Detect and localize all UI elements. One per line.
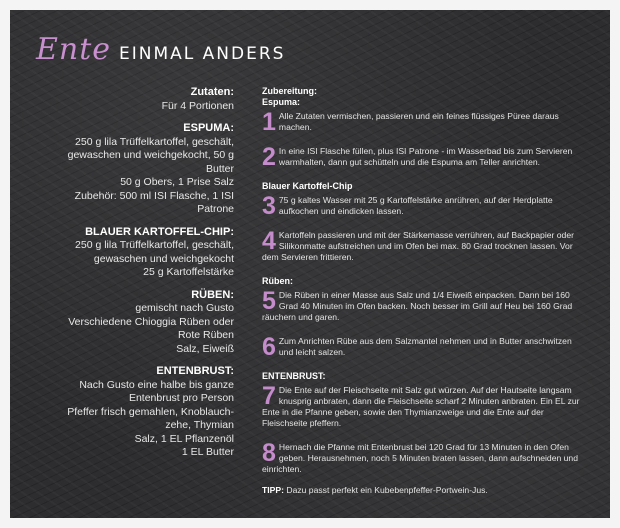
ingredient-line: Pfeffer frisch gemahlen, Knoblauch- [67,405,234,418]
title-caps: EINMAL ANDERS [119,44,286,64]
step-3 [262,192,588,220]
espuma-heading: ESPUMA: [183,122,234,134]
ingredient-line: 250 g lila Trüffelkartoffel, geschält, [75,135,234,148]
portions-text: Für 4 Portionen [161,99,234,112]
title-script: Ente [36,32,112,67]
recipe-card [10,10,610,518]
step-text: Die Rüben in einer Masse aus Salz und 1/4 Eiweiß einpacken. Dann bei 160 Grad 40 Minuten im Ofen backen. Noch besser im Grill auf Heu bei 160 Grad räuchern und garen. [262,290,573,322]
step-number: 5 [262,287,276,315]
step-number: 3 [262,192,276,220]
recipe-header [36,32,285,67]
step-text: Hernach die Pfanne mit Entenbrust bei 120 Grad für 13 Minuten in den Ofen geben. Herausnehmen, noch 5 Minuten braten lassen, dann aufschneiden und einrichten. [262,442,578,474]
step-4 [262,227,588,263]
step-number: 8 [262,439,276,467]
ingredient-line: zehe, Thymian [165,419,234,431]
tip-text: Dazu passt perfekt ein Kubebenpfeffer-Portwein-Jus. [286,485,488,495]
tip-label: TIPP: [262,485,284,495]
step-text: Die Ente auf der Fleischseite mit Salz gut würzen. Auf der Hautseite langsam knusprig anbraten, dann die Fleischseite scharf 2 Minuten anbraten. Ein EL zur Ente in die Pfanne geben, sowie den Thymianzweige und die Ente auf der Fleischseite pfeffern. [262,385,580,428]
step-number: 4 [262,227,276,255]
rueben-heading: RÜBEN: [191,288,234,301]
entenbrust-heading: ENTENBRUST: [156,365,234,377]
preparation-column [262,86,588,496]
step-1 [262,108,588,136]
step-5 [262,287,588,323]
zutaten-heading: Zutaten: [190,86,234,98]
step-text: Alle Zutaten vermischen, passieren und ein feines flüssiges Püree daraus machen. [278,111,559,132]
ingredient-line: Butter [205,162,234,175]
step-number: 7 [262,382,276,410]
step-8 [262,439,588,475]
ingredient-line: gewaschen und weichgekocht, 50 g [67,149,234,161]
ingredients-column [40,86,234,460]
step-number: 1 [262,108,276,136]
ingredient-line: Rote Rüben [177,329,234,341]
ingredient-line: Zubehör: 500 ml ISI Flasche, 1 ISI [74,189,234,202]
ingredient-line: Entenbrust pro Person [128,392,234,404]
ingredient-line: Nach Gusto eine halbe bis ganze [79,378,234,391]
ingredient-line: Salz, 1 EL Pflanzenöl [134,432,234,445]
ingredient-line: 25 g Kartoffelstärke [143,266,234,278]
ingredient-line: Patrone [197,203,234,215]
ingredient-line: 50 g Obers, 1 Prise Salz [120,176,234,188]
ingredient-line: gewaschen und weichgekocht [93,252,234,265]
step-text: 75 g kaltes Wasser mit 25 g Kartoffelstärke anrühren, auf der Herdplatte aufkochen und eindicken lassen. [278,195,553,216]
chip-step-heading: Blauer Kartoffel-Chip [262,181,353,191]
ingredient-line: Salz, Eiweiß [176,342,234,355]
zubereitung-heading: Zubereitung: [262,86,317,96]
step-number: 6 [262,333,276,361]
step-6 [262,333,588,361]
step-2 [262,143,588,171]
ingredient-line: Verschiedene Chioggia Rüben oder [68,315,234,328]
entenbrust-step-heading: ENTENBRUST: [262,371,326,381]
tip-line [262,485,588,496]
step-text: In eine ISI Flasche füllen, plus ISI Patrone - im Wasserbad bis zum Servieren warmhalten, dann gut schütteln und die Espuma am Teller anrichten. [278,146,573,167]
chip-heading: BLAUER KARTOFFEL-CHIP: [85,225,234,238]
step-number: 2 [262,143,276,171]
step-text: Zum Anrichten Rübe aus dem Salzmantel nehmen und in Butter anschwitzen und leicht salzen. [278,336,572,357]
ingredient-line: gemischt nach Gusto [135,302,234,314]
step-text: Kartoffeln passieren und mit der Stärkemasse verrühren, auf Backpapier oder Silikonmatte aufstreichen und im Ofen bei max. 80 Grad trocknen lassen. Vor dem Servieren frittieren. [262,230,574,262]
ingredient-line: 1 EL Butter [181,446,234,458]
espuma-step-heading: Espuma: [262,97,301,107]
rueben-step-heading: Rüben: [262,276,293,286]
ingredient-line: 250 g lila Trüffelkartoffel, geschält, [75,239,234,251]
step-7 [262,382,588,429]
